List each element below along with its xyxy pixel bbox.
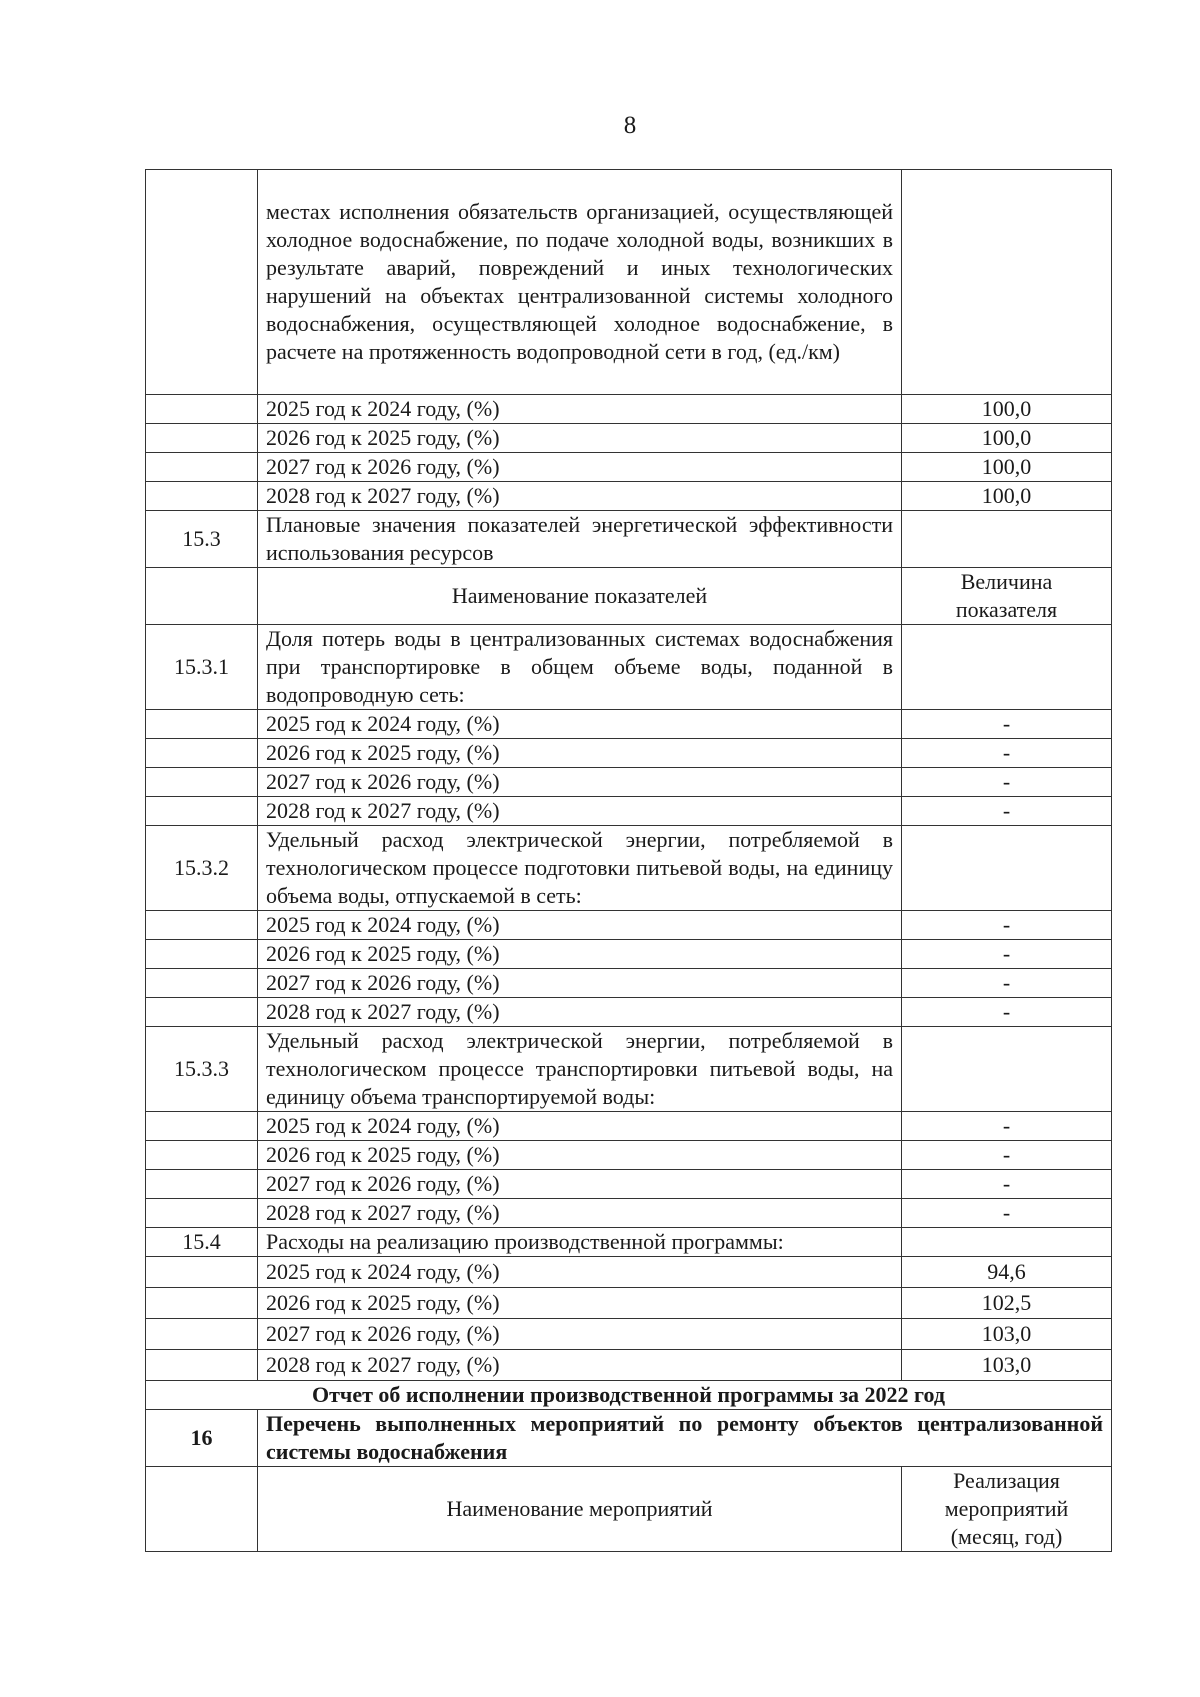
table-row <box>146 1170 1112 1199</box>
indicator-value <box>902 1027 1112 1112</box>
row-number <box>146 710 258 739</box>
indicator-value <box>902 826 1112 911</box>
year-value: 103,0 <box>902 1319 1112 1350</box>
table-row <box>146 1319 1112 1350</box>
page-number: 8 <box>623 112 637 139</box>
indicator-name: Доля потерь воды в централизованных системах водоснабжения при транспортировке в общем объеме воды, поданной в водопроводную сеть: <box>258 625 902 710</box>
row-number <box>146 1257 258 1288</box>
year-label: 2026 год к 2025 году, (%) <box>258 940 902 969</box>
year-value: 103,0 <box>902 1350 1112 1381</box>
row-number: 15.3.3 <box>146 1027 258 1112</box>
table-row <box>146 1141 1112 1170</box>
column-header-name: Наименование показателей <box>258 568 902 625</box>
row-number <box>146 424 258 453</box>
row-number <box>146 998 258 1027</box>
year-value: - <box>902 998 1112 1027</box>
row-number <box>146 1288 258 1319</box>
row-number <box>146 797 258 826</box>
year-value: - <box>902 969 1112 998</box>
year-value: 94,6 <box>902 1257 1112 1288</box>
column-header-name: Наименование мероприятий <box>258 1467 902 1552</box>
year-label: 2025 год к 2024 году, (%) <box>258 1112 902 1141</box>
row-number: 15.3.2 <box>146 826 258 911</box>
year-value: - <box>902 911 1112 940</box>
table-row <box>146 1228 1112 1257</box>
indicator-name: Плановые значения показателей энергетической эффективности использования ресурсов <box>258 511 902 568</box>
row-number <box>146 940 258 969</box>
indicator-name: Удельный расход электрической энергии, потребляемой в технологическом процессе транспортировки питьевой воды, на единицу объема транспортируемой воды: <box>258 1027 902 1112</box>
year-value: - <box>902 710 1112 739</box>
row-number <box>146 739 258 768</box>
year-value: - <box>902 739 1112 768</box>
row-number <box>146 911 258 940</box>
table-row <box>146 768 1112 797</box>
year-label: 2026 год к 2025 году, (%) <box>258 1141 902 1170</box>
table-row <box>146 625 1112 710</box>
indicator-name: местах исполнения обязательств организацией, осуществляющей холодное водоснабжение, по подаче холодной воды, возникших в результате аварий, повреждений и иных технологических нарушений на объектах централизованной системы холодного водоснабжения, осуществляющей холодное водоснабжение, в расчете на протяженность водопроводной сети в год, (ед./км) <box>258 170 902 395</box>
table-row <box>146 1027 1112 1112</box>
indicator-name: Удельный расход электрической энергии, потребляемой в технологическом процессе подготовки питьевой воды, на единицу объема воды, отпускаемой в сеть: <box>258 826 902 911</box>
year-value: 100,0 <box>902 453 1112 482</box>
year-label: 2028 год к 2027 году, (%) <box>258 797 902 826</box>
year-label: 2027 год к 2026 году, (%) <box>258 969 902 998</box>
column-header-value: Реализация мероприятий (месяц, год) <box>902 1467 1112 1552</box>
year-label: 2025 год к 2024 году, (%) <box>258 710 902 739</box>
table-row <box>146 940 1112 969</box>
row-number <box>146 969 258 998</box>
table-row <box>146 1288 1112 1319</box>
table-row <box>146 424 1112 453</box>
year-label: 2027 год к 2026 году, (%) <box>258 1319 902 1350</box>
row-number <box>146 453 258 482</box>
row-number <box>146 1112 258 1141</box>
table-row <box>146 911 1112 940</box>
year-label: 2026 год к 2025 году, (%) <box>258 739 902 768</box>
row-number <box>146 1350 258 1381</box>
year-value: 100,0 <box>902 482 1112 511</box>
table-row <box>146 826 1112 911</box>
year-label: 2027 год к 2026 году, (%) <box>258 768 902 797</box>
row-number <box>146 170 258 395</box>
year-label: 2027 год к 2026 году, (%) <box>258 453 902 482</box>
table-row <box>146 482 1112 511</box>
table-row <box>146 511 1112 568</box>
row-number <box>146 1141 258 1170</box>
indicator-name: Расходы на реализацию производственной программы: <box>258 1228 902 1257</box>
row-number: 15.3 <box>146 511 258 568</box>
year-value: - <box>902 1170 1112 1199</box>
table-row <box>146 797 1112 826</box>
indicator-value <box>902 511 1112 568</box>
indicator-value <box>902 1228 1112 1257</box>
table-row <box>146 1410 1112 1467</box>
year-value: 100,0 <box>902 424 1112 453</box>
indicator-value <box>902 625 1112 710</box>
table-row <box>146 1199 1112 1228</box>
row-number: 15.4 <box>146 1228 258 1257</box>
year-label: 2028 год к 2027 году, (%) <box>258 998 902 1027</box>
row-number <box>146 482 258 511</box>
row-number <box>146 395 258 424</box>
row-number: 16 <box>146 1410 258 1467</box>
section-title-row <box>146 1381 1112 1410</box>
year-label: 2025 год к 2024 году, (%) <box>258 911 902 940</box>
column-header-value: Величина показателя <box>902 568 1112 625</box>
year-label: 2027 год к 2026 году, (%) <box>258 1170 902 1199</box>
year-label: 2028 год к 2027 году, (%) <box>258 482 902 511</box>
year-label: 2025 год к 2024 году, (%) <box>258 395 902 424</box>
year-value: - <box>902 768 1112 797</box>
year-label: 2028 год к 2027 году, (%) <box>258 1199 902 1228</box>
indicators-table <box>145 169 1112 1552</box>
table-header-row <box>146 1467 1112 1552</box>
row-number: 15.3.1 <box>146 625 258 710</box>
row-number <box>146 568 258 625</box>
table-row <box>146 1112 1112 1141</box>
table-row <box>146 395 1112 424</box>
table-row <box>146 969 1112 998</box>
row-number <box>146 1319 258 1350</box>
row-number <box>146 1170 258 1199</box>
indicator-value <box>902 170 1112 395</box>
year-label: 2028 год к 2027 году, (%) <box>258 1350 902 1381</box>
year-label: 2025 год к 2024 году, (%) <box>258 1257 902 1288</box>
year-value: - <box>902 797 1112 826</box>
row-number <box>146 1199 258 1228</box>
report-title: Отчет об исполнении производственной программы за 2022 год <box>146 1381 1112 1410</box>
year-value: 100,0 <box>902 395 1112 424</box>
row-number <box>146 768 258 797</box>
year-label: 2026 год к 2025 году, (%) <box>258 1288 902 1319</box>
section-name: Перечень выполненных мероприятий по ремонту объектов централизованной системы водоснабжения <box>258 1410 1112 1467</box>
table-row <box>146 170 1112 395</box>
table-row <box>146 453 1112 482</box>
year-value: - <box>902 1199 1112 1228</box>
table-row <box>146 998 1112 1027</box>
year-value: - <box>902 940 1112 969</box>
year-value: - <box>902 1141 1112 1170</box>
table-row <box>146 1257 1112 1288</box>
year-value: 102,5 <box>902 1288 1112 1319</box>
table-row <box>146 710 1112 739</box>
table-row <box>146 739 1112 768</box>
year-value: - <box>902 1112 1112 1141</box>
row-number <box>146 1467 258 1552</box>
table-header-row <box>146 568 1112 625</box>
year-label: 2026 год к 2025 году, (%) <box>258 424 902 453</box>
table-row <box>146 1350 1112 1381</box>
